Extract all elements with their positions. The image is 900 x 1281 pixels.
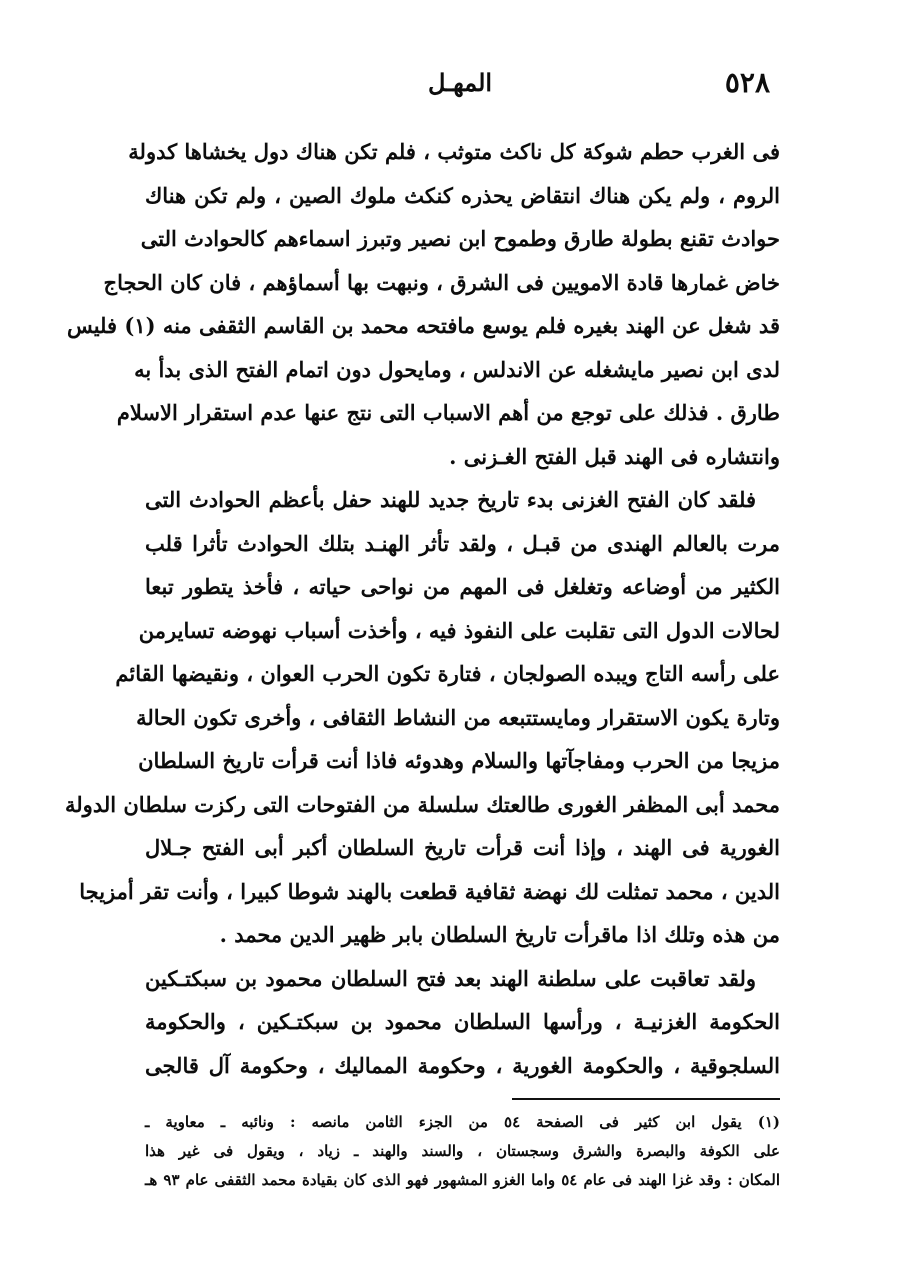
text-line: مزيجا من الحرب ومفاجآتها والسلام وهدوئه فاذا أنت قرأت تاريخ السلطان (138, 748, 780, 773)
text-line: من هذه وتلك اذا ماقرأت تاريخ السلطان بابر ظهير الدين محمد . (219, 922, 780, 947)
text-line: طارق . فذلك على توجع من أهم الاسباب التى نتج عنها عدم استقرار الاسلام (116, 400, 780, 425)
text-line: حوادث تقنع بطولة طارق وطموح ابن نصير وتبرز اسماءهم كالحوادث التى (140, 226, 780, 251)
footnote-line: على الكوفة والبصرة والشرق وسجستان ، والسند والهند ـ زياد ، ويقول فى غير هذا (145, 1142, 780, 1160)
text-line: وانتشاره فى الهند قبل الفتح الغـزنى . (449, 443, 780, 469)
paragraph (65, 478, 780, 957)
paragraph (66, 130, 780, 478)
text-line: خاض غمارها قادة الامويين فى الشرق ، ونبهت بها أسماؤهم ، فان كان الحجاج (103, 269, 780, 295)
text-line: الروم ، ولم يكن هناك انتقاض يحذره كنكث ملوك الصين ، ولم تكن هناك (145, 182, 780, 208)
text-line: لحالات الدول التى تقلبت على النفوذ فيه ، وأخذت أسباب نهوضه تسايرمن (138, 617, 780, 643)
footnote-line: (١) يقول ابن كثير فى الصفحة ٥٤ من الجزء الثامن مانصه : ونائبه ـ معاوية ـ (145, 1113, 780, 1131)
text-line: لدى ابن نصير مايشغله عن الاندلس ، ومايحول دون اتمام الفتح الذى بدأ به (134, 356, 780, 382)
text-line: ولقد تعاقبت على سلطنة الهند بعد فتح السلطان محمود بن سبكتـكين (145, 965, 756, 991)
main-text (65, 130, 780, 1087)
text-line: فلقد كان الفتح الغزنى بدء تاريخ جديد للهند حفل بأعظم الحوادث التى (145, 487, 756, 512)
text-line: الكثير من أوضاعه وتغلغل فى المهم من نواحى حياته ، فأخذ يتطور تبعا (145, 574, 780, 599)
text-line: الغورية فى الهند ، وإذا أنت قرأت تاريخ السلطان أكبر أبى الفتح جـلال (145, 835, 780, 860)
text-line: السلجوقية ، والحكومة الغورية ، وحكومة المماليك ، وحكومة آل قالجى (145, 1052, 780, 1078)
footnote-divider (512, 1098, 780, 1100)
page-number: ٥٢٨ (724, 66, 770, 99)
footnote-line: المكان : وقد غزا الهند فى عام ٥٤ واما الغزو المشهور فهو الذى كان بقيادة محمد الثقفى عام ٩٣ هـ (145, 1171, 781, 1189)
text-line: وتارة يكون الاستقرار ومايستتبعه من النشاط الثقافى ، وأخرى تكون الحالة (136, 704, 780, 730)
text-line: مرت بالعالم الهندى من قبـل ، ولقد تأثر الهنـد بتلك الحوادث تأثرا قلب (145, 530, 780, 556)
text-line: قد شغل عن الهند بغيره فلم يوسع مافتحه محمد بن القاسم الثقفى منه (١) فليس (66, 313, 780, 338)
text-line: فى الغرب حطم شوكة كل ناكث متوثب ، فلم تكن هناك دول يخشاها كدولة (128, 139, 780, 164)
text-line: محمد أبى المظفر الغورى طالعتك سلسلة من الفتوحات التى ركزت سلطان الدولة (65, 791, 780, 817)
page-header (150, 66, 770, 106)
text-line: الحكومة الغزنيـة ، ورأسها السلطان محمود بن سبكتـكين ، والحكومة (145, 1009, 780, 1034)
running-title: المهـل (427, 68, 493, 97)
footnote (145, 1108, 780, 1195)
text-line: على رأسه التاج ويبده الصولجان ، فتارة تكون الحرب العوان ، ونقيضها القائم (115, 661, 780, 686)
paragraph (145, 957, 780, 1088)
text-line: الدين ، محمد تمثلت لك نهضة ثقافية قطعت بالهند شوطا كبيرا ، وأنت تقر أمزيجا (79, 878, 780, 904)
